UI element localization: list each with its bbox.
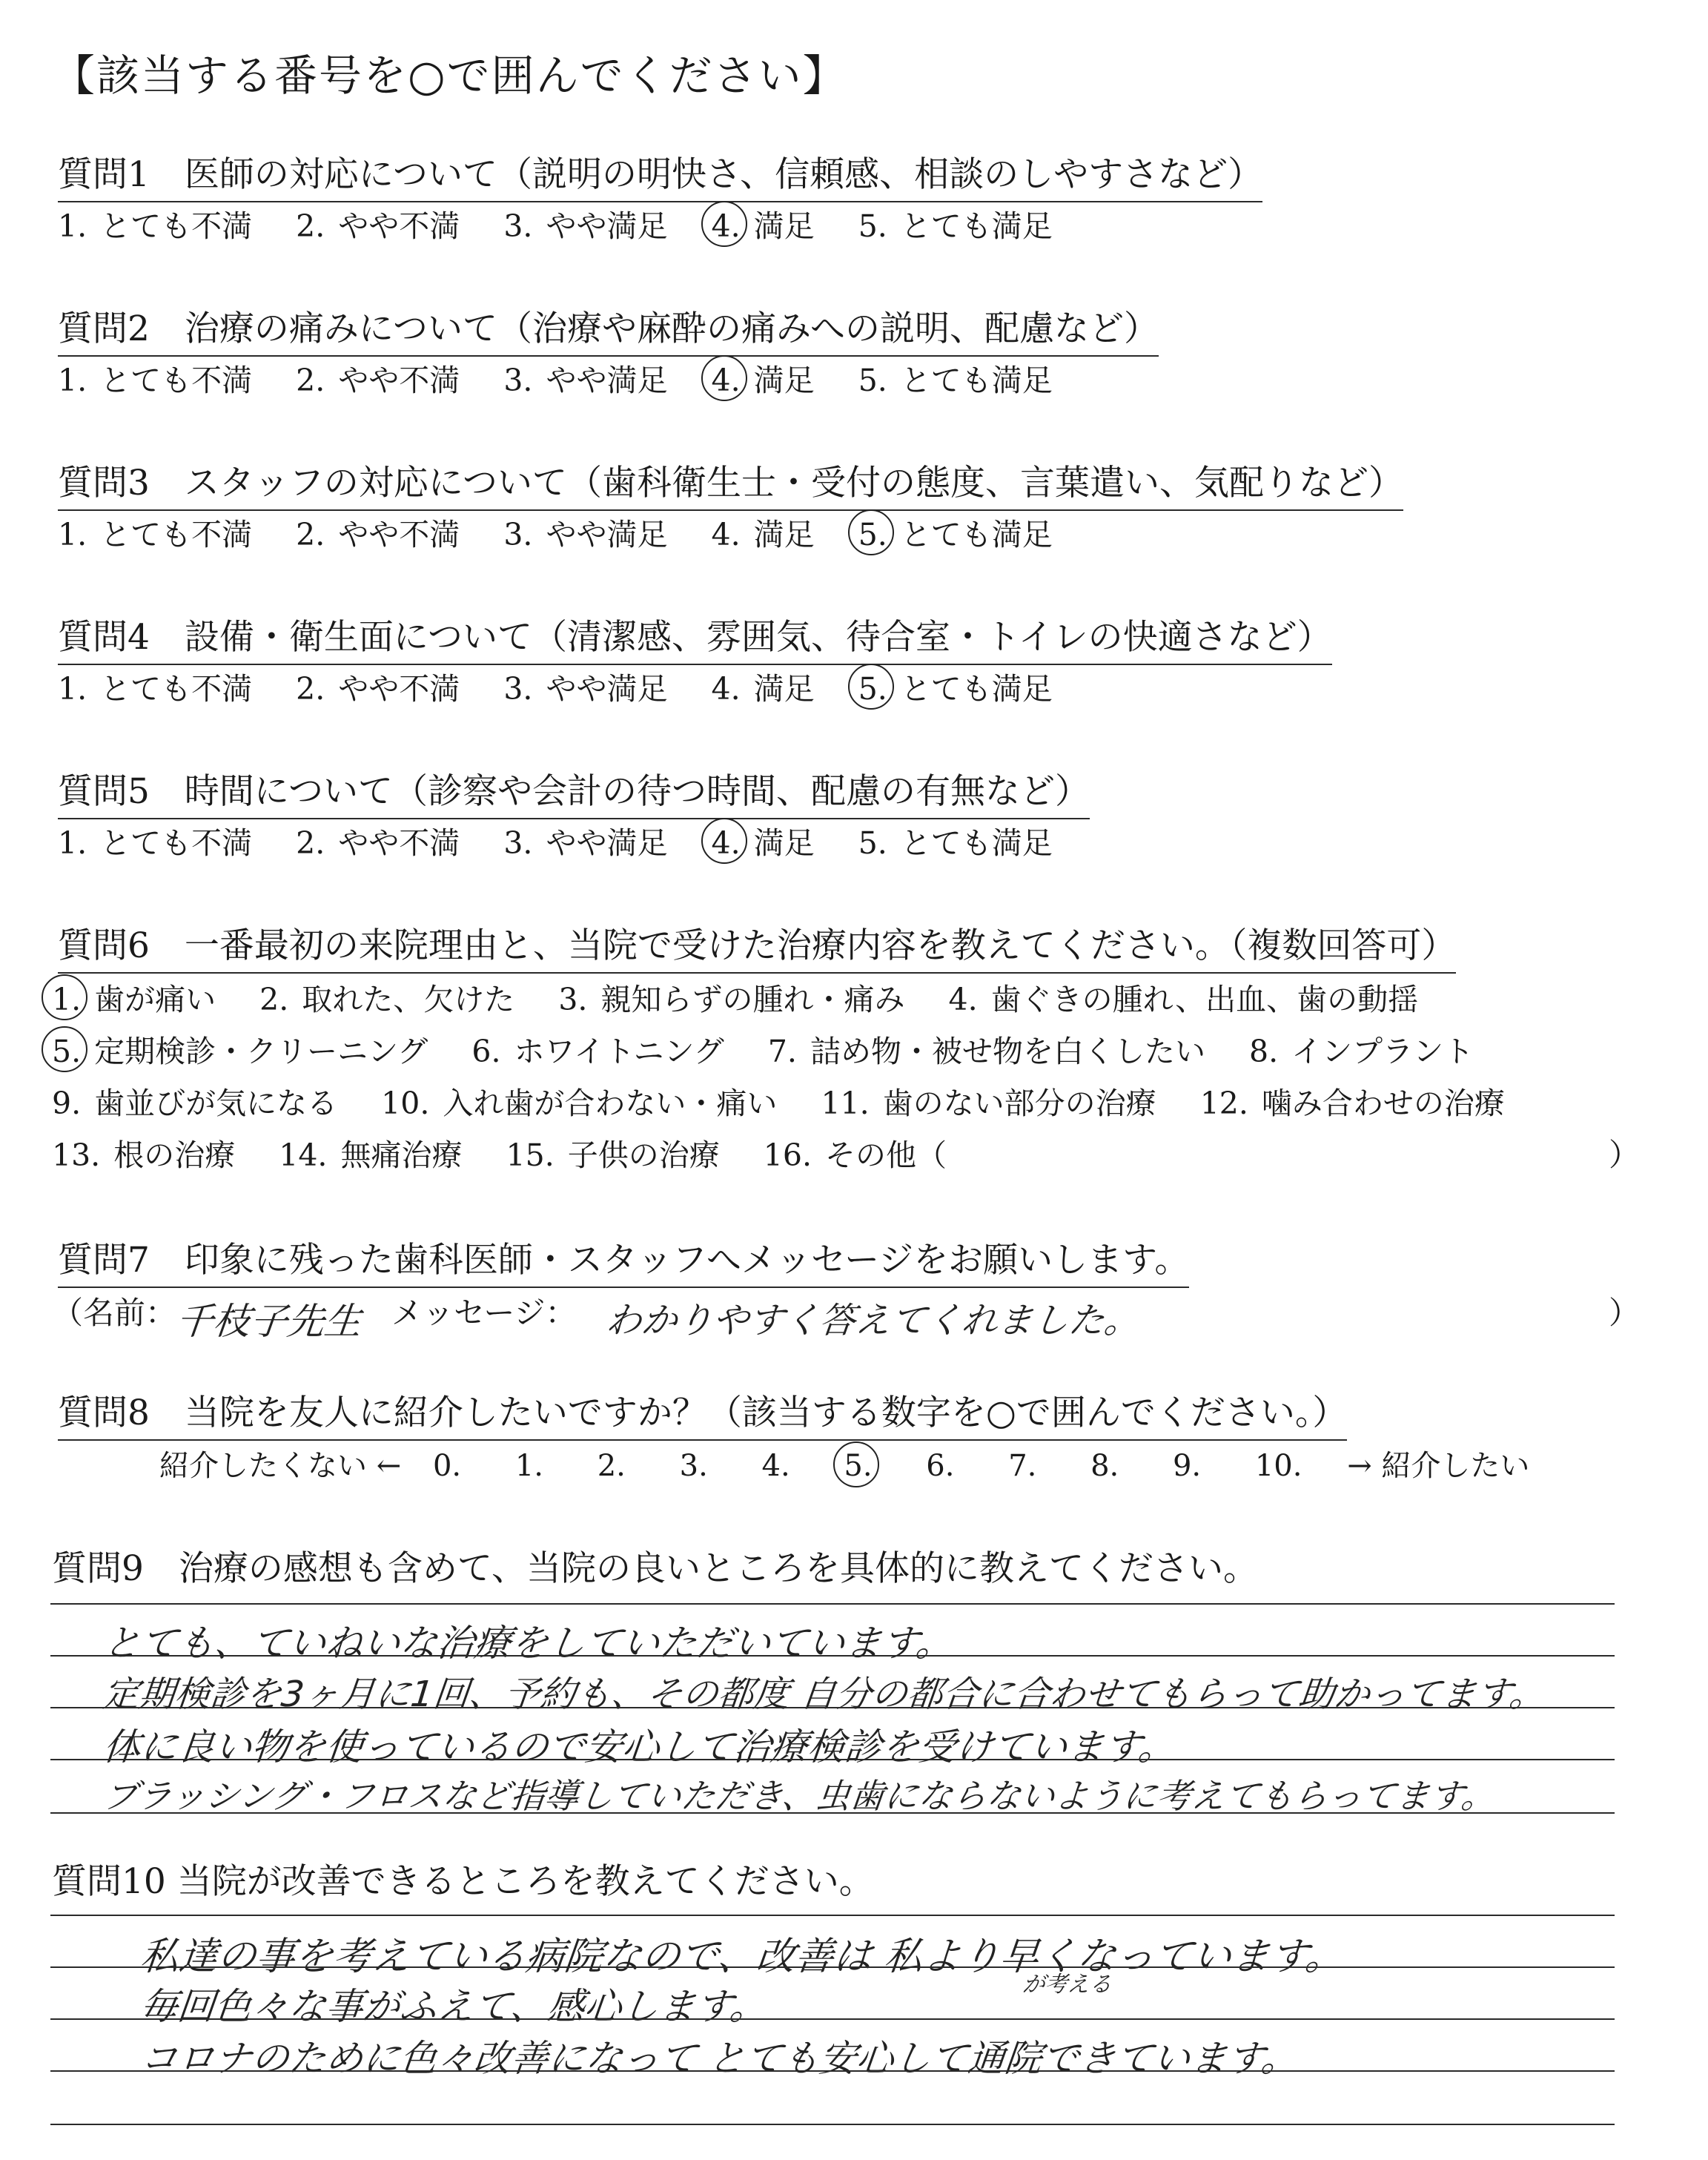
q1-option-4-selected[interactable]: 4. 満足: [711, 208, 815, 244]
q6-option-6[interactable]: 6. ホワイトニング: [471, 1034, 724, 1069]
q5-option-4-selected[interactable]: 4. 満足: [711, 825, 815, 861]
q8-score-0[interactable]: 0.: [432, 1449, 462, 1483]
q10-answer-line-1[interactable]: 私達の事を考えている病院なので、改善は 私より早くなっています。: [138, 1935, 1346, 1979]
q8-score-8[interactable]: 8.: [1090, 1449, 1119, 1483]
q6-option-14[interactable]: 14. 無痛治療: [279, 1137, 463, 1173]
q9-rule-3: [50, 1707, 1615, 1708]
q7-close-paren: ）: [1609, 1295, 1641, 1331]
q3-option-2[interactable]: 2. やや不満: [296, 517, 460, 552]
q5-option-2[interactable]: 2. やや不満: [296, 825, 460, 861]
q8-score-2[interactable]: 2.: [597, 1449, 626, 1483]
q6-row-1: [52, 975, 1452, 1019]
q8-score-7[interactable]: 7.: [1008, 1449, 1037, 1483]
q4-option-5-selected[interactable]: 5. とても満足: [858, 671, 1053, 707]
q9-rule-2: [50, 1655, 1615, 1657]
q10-answer-line-3[interactable]: コロナのために色々改善になって とても安心して通院できています。: [138, 2037, 1301, 2080]
q2-option-4-selected[interactable]: 4. 満足: [711, 363, 815, 398]
question-1-options: [58, 202, 1087, 245]
q6-option-16[interactable]: 16. その他（: [763, 1137, 947, 1173]
q6-option-9[interactable]: 9. 歯並びが気になる: [52, 1086, 338, 1121]
q3-option-5-selected[interactable]: 5. とても満足: [858, 517, 1053, 552]
question-5-options: [58, 819, 1087, 862]
question-3-options: [58, 510, 1087, 554]
question-2-title: 質問2 治療の痛みについて（治療や麻酔の痛みへの説明、配慮など）: [58, 301, 1159, 357]
page-header: 【該当する番号を○で囲んでください】: [52, 50, 847, 101]
q8-score-4[interactable]: 4.: [761, 1449, 790, 1483]
q6-close-paren: ）: [1609, 1137, 1641, 1173]
question-8-title: 質問8 当院を友人に紹介したいですか？（該当する数字を○で囲んでください。）: [58, 1385, 1347, 1441]
q6-row-2: [52, 1027, 1508, 1071]
q7-message-label: メッセージ：: [391, 1295, 577, 1331]
question-4-options: [58, 664, 1087, 708]
q6-option-10[interactable]: 10. 入れ歯が合わない・痛い: [381, 1086, 778, 1121]
q6-option-13[interactable]: 13. 根の治療: [52, 1137, 236, 1173]
q6-row-4: [52, 1131, 981, 1175]
q5-option-3[interactable]: 3. やや満足: [503, 825, 668, 861]
q6-option-1-selected[interactable]: 1. 歯が痛い: [52, 982, 216, 1017]
q6-option-7[interactable]: 7. 詰め物・被せ物を白くしたい: [767, 1034, 1205, 1069]
question-4-title: 質問4 設備・衛生面について（清潔感、雰囲気、待合室・トイレの快適さなど）: [58, 610, 1332, 665]
q6-option-4[interactable]: 4. 歯ぐきの腫れ、出血、歯の動揺: [948, 982, 1419, 1017]
q2-option-1[interactable]: 1. とても不満: [58, 363, 253, 398]
question-1-title: 質問1 医師の対応について（説明の明快さ、信頼感、相談のしやすさなど）: [58, 147, 1262, 202]
q10-rule-3: [50, 2018, 1615, 2020]
q6-option-15[interactable]: 15. 子供の治療: [506, 1137, 720, 1173]
q8-left-label: 紹介したくない ←: [159, 1449, 402, 1483]
q4-option-3[interactable]: 3. やや満足: [503, 671, 668, 707]
q6-row-3: [52, 1079, 1539, 1123]
q6-option-2[interactable]: 2. 取れた、欠けた: [259, 982, 515, 1017]
q10-rule-2: [50, 1966, 1615, 1968]
q8-score-10[interactable]: 10.: [1254, 1449, 1302, 1483]
q6-option-3[interactable]: 3. 親知らずの腫れ・痛み: [558, 982, 905, 1017]
q9-answer-line-4[interactable]: ブラッシング・フロスなど指導していただき、虫歯にならないように考えてもらってます。: [101, 1776, 1498, 1816]
q1-option-2[interactable]: 2. やや不満: [296, 208, 460, 244]
q8-score-3[interactable]: 3.: [679, 1449, 708, 1483]
q7-message-value[interactable]: わかりやすく答えてくれました。: [603, 1300, 1142, 1341]
q9-rule-1: [50, 1603, 1615, 1605]
q1-option-1[interactable]: 1. とても不満: [58, 208, 253, 244]
q8-score-6[interactable]: 6.: [926, 1449, 955, 1483]
q2-option-3[interactable]: 3. やや満足: [503, 363, 668, 398]
question-7-title: 質問7 印象に残った歯科医師・スタッフへメッセージをお願いします。: [58, 1232, 1189, 1288]
q6-option-5-selected[interactable]: 5. 定期検診・クリーニング: [52, 1034, 428, 1069]
question-6-title: 質問6 一番最初の来院理由と、当院で受けた治療内容を教えてください。（複数回答可）: [58, 918, 1456, 974]
q9-answer-line-3[interactable]: 体に良い物を使っているので安心して治療検診を受けています。: [101, 1725, 1178, 1768]
q4-option-4[interactable]: 4. 満足: [711, 671, 815, 707]
q7-name-label: （名前：: [52, 1295, 177, 1331]
question-2-options: [58, 356, 1087, 400]
q2-option-2[interactable]: 2. やや不満: [296, 363, 460, 398]
q6-option-11[interactable]: 11. 歯のない部分の治療: [821, 1086, 1156, 1121]
q10-answer-line-2[interactable]: 毎回色々な事がふえて、感心します。: [138, 1985, 769, 2028]
q6-option-8[interactable]: 8. インプラント: [1249, 1034, 1474, 1069]
q3-option-3[interactable]: 3. やや満足: [503, 517, 668, 552]
q9-answer-line-2[interactable]: 定期検診を3ヶ月に1回、予約も、その都度 自分の都合に合わせてもらって助かってます。: [101, 1674, 1547, 1715]
q9-rule-4: [50, 1759, 1615, 1760]
question-10-title: 質問10 当院が改善できるところを教えてください。: [52, 1861, 874, 1902]
q2-option-5[interactable]: 5. とても満足: [858, 363, 1053, 398]
q9-answer-line-1[interactable]: とても、ていねいな治療をしていただいています。: [101, 1622, 956, 1665]
q10-rule-4: [50, 2070, 1615, 2072]
q8-scale: [159, 1442, 1529, 1484]
q3-option-4[interactable]: 4. 満足: [711, 517, 815, 552]
q7-name-value[interactable]: 千枝子先生: [173, 1300, 364, 1343]
q10-rule-1: [50, 1915, 1615, 1916]
q8-right-label: → 紹介したい: [1347, 1449, 1530, 1483]
q10-insertion-note: が考える: [1021, 1972, 1113, 1998]
q8-score-1[interactable]: 1.: [514, 1449, 544, 1483]
q4-option-1[interactable]: 1. とても不満: [58, 671, 253, 707]
question-9-title: 質問9 治療の感想も含めて、当院の良いところを具体的に教えてください。: [52, 1548, 1258, 1589]
q9-rule-5: [50, 1812, 1615, 1814]
q6-option-12[interactable]: 12. 噛み合わせの治療: [1199, 1086, 1505, 1121]
q8-score-5-selected[interactable]: 5.: [844, 1449, 873, 1483]
q10-rule-5: [50, 2124, 1615, 2125]
question-5-title: 質問5 時間について（診察や会計の待つ時間、配慮の有無など）: [58, 764, 1090, 819]
q5-option-5[interactable]: 5. とても満足: [858, 825, 1053, 861]
question-3-title: 質問3 スタッフの対応について（歯科衛生士・受付の態度、言葉遣い、気配りなど）: [58, 455, 1403, 511]
q3-option-1[interactable]: 1. とても不満: [58, 517, 253, 552]
q4-option-2[interactable]: 2. やや不満: [296, 671, 460, 707]
q1-option-3[interactable]: 3. やや満足: [503, 208, 668, 244]
q5-option-1[interactable]: 1. とても不満: [58, 825, 253, 861]
q1-option-5[interactable]: 5. とても満足: [858, 208, 1053, 244]
q8-score-9[interactable]: 9.: [1172, 1449, 1202, 1483]
